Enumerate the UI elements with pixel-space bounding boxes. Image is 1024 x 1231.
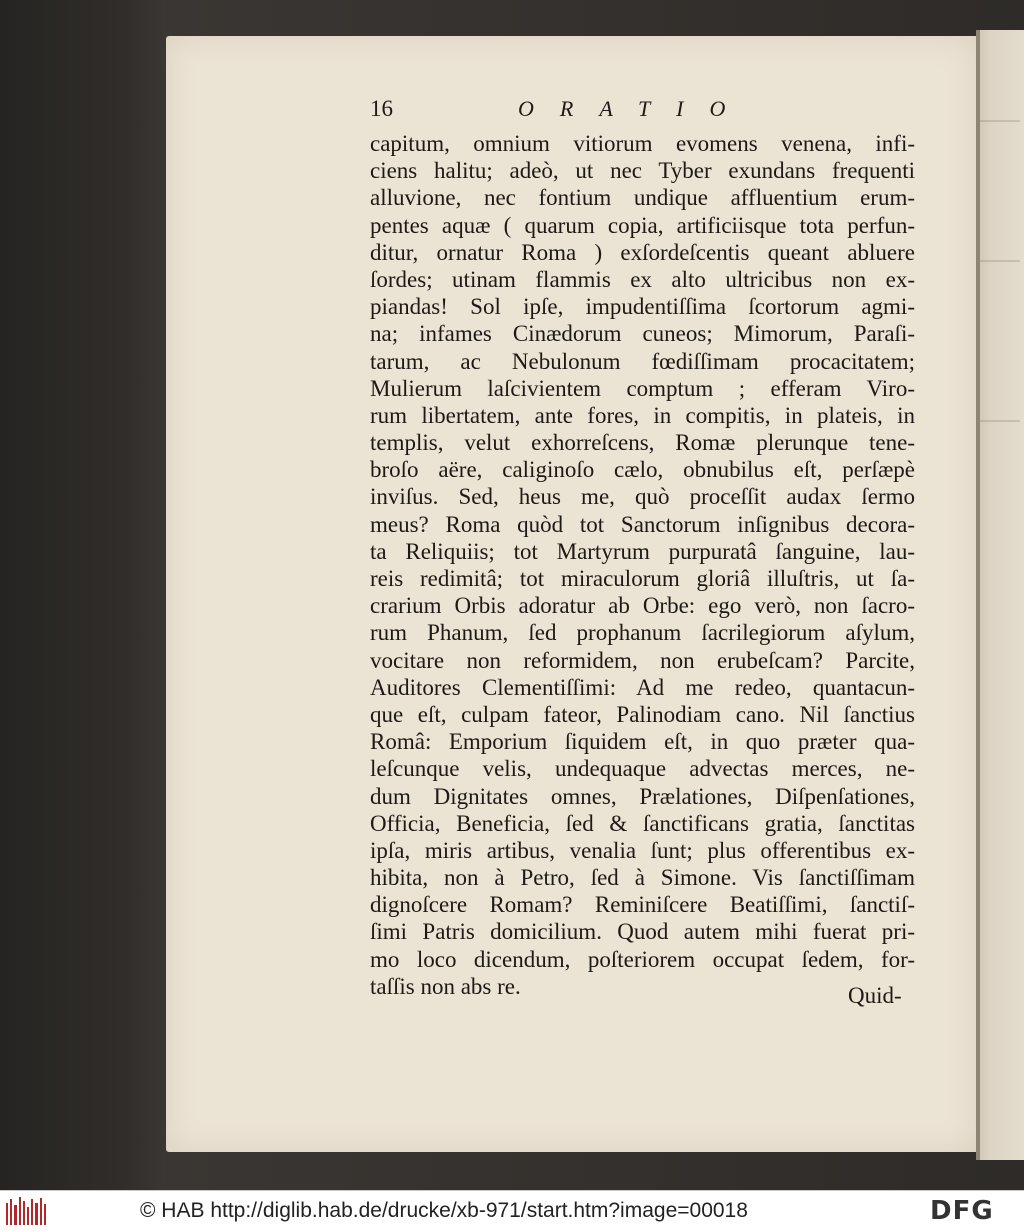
text-line: reis redimitâ; tot miraculorum gloriâ illuſtris, ut ſa- [370, 566, 915, 591]
text-line: hibita, non à Petro, ſed à Simone. Vis ſanctiſſimam [370, 865, 915, 891]
text-line: dignoſcere Romam? Reminiſcere Beatiſſimi, ſanctiſ- [370, 892, 915, 918]
text-line: piandas! Sol ipſe, impudentiſſima ſcortorum agmi- [370, 294, 915, 320]
text-line: ipſa, miris artibus, venalia ſunt; plus offerentibus ex- [370, 837, 915, 863]
page-header [370, 96, 890, 130]
text-line: mo loco dicendum, poſteriorem occupat ſedem, for- [370, 946, 915, 972]
text-line: que eſt, culpam fateor, Palinodiam cano. Nil ſanctius [370, 701, 915, 727]
text-line: Officia, Beneficia, ſed & ſanctificans gratia, ſanctitas [370, 810, 915, 836]
text-line: Mulierum laſcivientem comptum ; efferam Viro- [370, 375, 915, 401]
bleed-through-mark [980, 420, 1020, 422]
text-line: dum Dignitates omnes, Prælationes, Diſpenſationes, [370, 783, 915, 809]
hab-logo [6, 1197, 46, 1225]
viewer-footer [0, 1190, 1024, 1231]
bleed-through-mark [980, 120, 1020, 122]
text-line: inviſus. Sed, heus me, quò proceſſit audax ſermo [370, 484, 915, 510]
text-line: alluvione, nec fontium undique affluentium erum- [370, 185, 915, 211]
text-line: vocitare non reformidem, non erubeſcam? Parcite, [370, 647, 915, 673]
text-line: taſſis non abs re. [370, 973, 521, 999]
text-line: pentes aquæ ( quarum copia, artificiisque tota perfun- [370, 212, 915, 238]
text-line: tarum, ac Nebulonum fœdiſſimam procacitatem; [370, 348, 915, 374]
text-line: crarium Orbis adoratur ab Orbe: ego verò, non ſacro- [370, 593, 915, 619]
text-line: meus? Roma quòd tot Sanctorum inſignibus decora- [370, 511, 915, 537]
text-line: Auditores Clementiſſimi: Ad me redeo, quantacun- [370, 674, 915, 700]
text-line: rum libertatem, ante fores, in compitis, in plateis, in [370, 402, 915, 428]
dfg-logo: DFG [930, 1196, 994, 1226]
text-line: ſimi Patris domicilium. Quod autem mihi fuerat pri- [370, 919, 915, 945]
catchword: Quid- [848, 983, 902, 1008]
body-text [370, 130, 915, 1000]
text-line: broſo aëre, caliginoſo cælo, obnubilus eſt, perſæpè [370, 457, 915, 483]
text-line: ditur, ornatur Roma ) exſordeſcentis queant abluere [370, 239, 915, 265]
copyright-link[interactable]: © HAB http://diglib.hab.de/drucke/xb-971/start.htm?image=00018 [140, 1199, 748, 1222]
text-line: rum Phanum, ſed prophanum ſacrilegiorum aſylum, [370, 620, 915, 646]
text-line: capitum, omnium vitiorum evomens venena, infi- [370, 131, 915, 156]
text-line: na; infames Cinædorum cuneos; Mimorum, Paraſi- [370, 321, 915, 347]
text-line: ſordes; utinam flammis ex alto ultricibus non ex- [370, 266, 915, 292]
text-line: ta Reliquiis; tot Martyrum purpuratâ ſanguine, lau- [370, 538, 915, 564]
bleed-through-mark [980, 260, 1020, 262]
text-line: templis, velut exhorreſcens, Romæ plerunque tene- [370, 430, 915, 456]
facing-page-edge [976, 30, 1024, 1160]
text-line: ciens halitu; adeò, ut nec Tyber exundans frequenti [370, 158, 915, 184]
text-line: leſcunque velis, undequaque advectas merces, ne- [370, 756, 915, 782]
text-line: Româ: Emporium ſiquidem eſt, in quo præter qua- [370, 729, 915, 755]
page-number: 16 [370, 96, 393, 121]
running-title: ORATIO [518, 96, 752, 121]
